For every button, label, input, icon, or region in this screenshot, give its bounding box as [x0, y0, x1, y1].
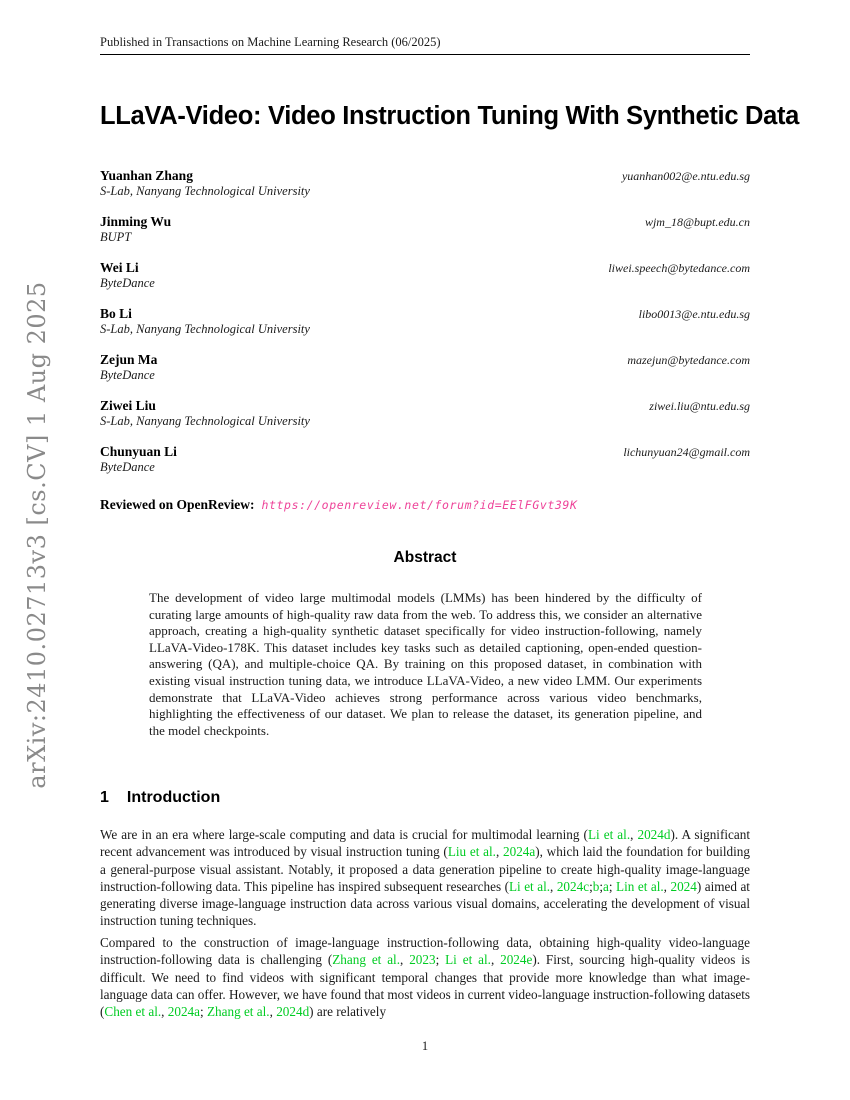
text-segment: , [630, 827, 638, 842]
citation-link[interactable]: Li et al. [508, 878, 551, 894]
text-segment: , [550, 878, 557, 894]
openreview-link[interactable]: https://openreview.net/forum?id=EElFGvt39K [261, 498, 578, 512]
page-number: 1 [421, 1039, 429, 1053]
text-segment: , [161, 1004, 168, 1020]
text-segment: ) aimed at generating diverse image-language instruction data across various visual domains, accelerating the development of visual instruction tuning techniques. [100, 878, 750, 929]
author-affiliation: ByteDance [100, 276, 155, 290]
author-block [100, 168, 750, 490]
openreview-label: Reviewed on OpenReview: [100, 497, 255, 512]
text-segment: ; [200, 1004, 207, 1020]
author-email: ziwei.liu@ntu.edu.sg [649, 399, 750, 413]
citation-link[interactable]: 2023 [409, 952, 436, 968]
citation-link[interactable]: Zhang et al. [332, 952, 401, 968]
text-segment: ; [599, 878, 603, 894]
review-line [100, 497, 750, 513]
abstract-text: The development of video large multimodal models (LMMs) has been hindered by the difficulty of curating large amounts of high-quality raw data from the web. To address this, we consider an alternative approach, creating a high-quality synthetic dataset specifically for video instruction-following, namely LLaVA-Video-178K. This dataset includes key tasks such as detailed captioning, open-ended question-answering (QA), and multiple-choice QA. By training on this proposed dataset, in combination with existing visual instruction tuning data, we introduce LLaVA-Video, a new video LMM. Our experiments demonstrate that LLaVA-Video achieves strong performance across various video benchmarks, highlighting the effectiveness of our dataset. We plan to release the dataset, its generation pipeline, and the model checkpoints. [149, 590, 702, 738]
section-title: Introduction [126, 789, 221, 806]
citation-link[interactable]: Liu et al. [447, 844, 496, 860]
author-name: Jinming Wu [100, 214, 172, 229]
author-row [100, 444, 750, 475]
text-segment: ), which laid the foundation for building a general-purpose visual assistant. Notably, it proposed a data generation pipeline to create high-quality image-language instruction-following data. This pipeline has inspired subsequent researches ( [100, 844, 750, 894]
citation-link[interactable]: Li et al. [587, 827, 631, 842]
author-name: Chunyuan Li [100, 444, 177, 459]
citation-link[interactable]: Chen et al. [104, 1004, 162, 1020]
section-number: 1 [100, 789, 109, 806]
author-affiliation: S-Lab, Nanyang Technological University [100, 322, 310, 336]
intro-paragraph-1 [100, 826, 750, 930]
citation-link[interactable]: 2024a [167, 1004, 200, 1020]
citation-link[interactable]: 2024 [670, 878, 697, 894]
paper-title: LLaVA-Video: Video Instruction Tuning With Synthetic Data [100, 102, 800, 130]
text-segment: , [490, 952, 501, 968]
author-name: Wei Li [100, 260, 139, 275]
arxiv-watermark: arXiv:2410.02713v3 [cs.CV] 1 Aug 2025 [23, 281, 51, 789]
citation-link[interactable]: 2024c [556, 878, 590, 894]
author-affiliation: ByteDance [100, 460, 155, 474]
author-row [100, 214, 750, 245]
citation-link[interactable]: b [592, 878, 600, 894]
author-email: yuanhan002@e.ntu.edu.sg [621, 169, 750, 183]
citation-link[interactable]: 2024d [276, 1004, 310, 1020]
author-name: Bo Li [100, 306, 132, 321]
text-segment: ) are relatively [309, 1004, 387, 1020]
citation-link[interactable]: Lin et al. [616, 878, 664, 894]
citation-link[interactable]: Zhang et al. [206, 1004, 270, 1020]
author-affiliation: ByteDance [100, 368, 155, 382]
abstract-heading: Abstract [393, 549, 457, 566]
intro-paragraph-2 [100, 934, 750, 1020]
section-heading-introduction [100, 789, 220, 807]
text-segment: , [495, 844, 504, 860]
text-segment: , [400, 952, 410, 968]
author-email: mazejun@bytedance.com [627, 353, 750, 367]
author-name: Zejun Ma [100, 352, 158, 367]
text-segment: We are in an era where large-scale computing and data is crucial for multimodal learning ( [100, 827, 588, 842]
citation-link[interactable]: 2024e [500, 952, 533, 968]
header-publication-note: Published in Transactions on Machine Learning Research (06/2025) [100, 35, 441, 49]
text-segment: ; [435, 952, 446, 968]
author-affiliation: BUPT [100, 230, 132, 244]
author-affiliation: S-Lab, Nanyang Technological University [100, 414, 310, 428]
text-segment: Compared to the construction of image-language instruction-following data, obtaining high-quality video-language instruction-following data is challenging ( [100, 935, 750, 968]
author-email: wjm_18@bupt.edu.cn [644, 215, 750, 229]
author-name: Ziwei Liu [100, 398, 156, 413]
text-segment: , [663, 878, 671, 894]
text-segment: ; [589, 878, 593, 894]
citation-link[interactable]: Li et al. [445, 952, 491, 968]
text-segment: ). First, sourcing high-quality videos is difficult. We need to find videos with significant temporal changes that provide more knowledge than what image-language data can offer. However, we have found that most videos in current video-language instruction-following datasets ( [100, 952, 750, 1020]
author-row [100, 352, 750, 383]
header-rule [100, 54, 750, 55]
citation-link[interactable]: 2024d [637, 827, 671, 842]
author-row [100, 260, 750, 291]
citation-link[interactable]: a [603, 878, 609, 894]
author-row [100, 306, 750, 337]
author-row [100, 168, 750, 199]
author-email: liwei.speech@bytedance.com [608, 261, 750, 275]
text-segment: ; [608, 878, 617, 894]
author-email: libo0013@e.ntu.edu.sg [638, 307, 750, 321]
citation-link[interactable]: 2024a [503, 844, 536, 860]
author-email: lichunyuan24@gmail.com [623, 445, 750, 459]
text-segment: , [269, 1004, 277, 1020]
author-name: Yuanhan Zhang [100, 168, 193, 183]
author-row [100, 398, 750, 429]
author-affiliation: S-Lab, Nanyang Technological University [100, 184, 310, 198]
text-segment: ). A significant recent advancement was introduced by visual instruction tuning ( [100, 827, 750, 860]
